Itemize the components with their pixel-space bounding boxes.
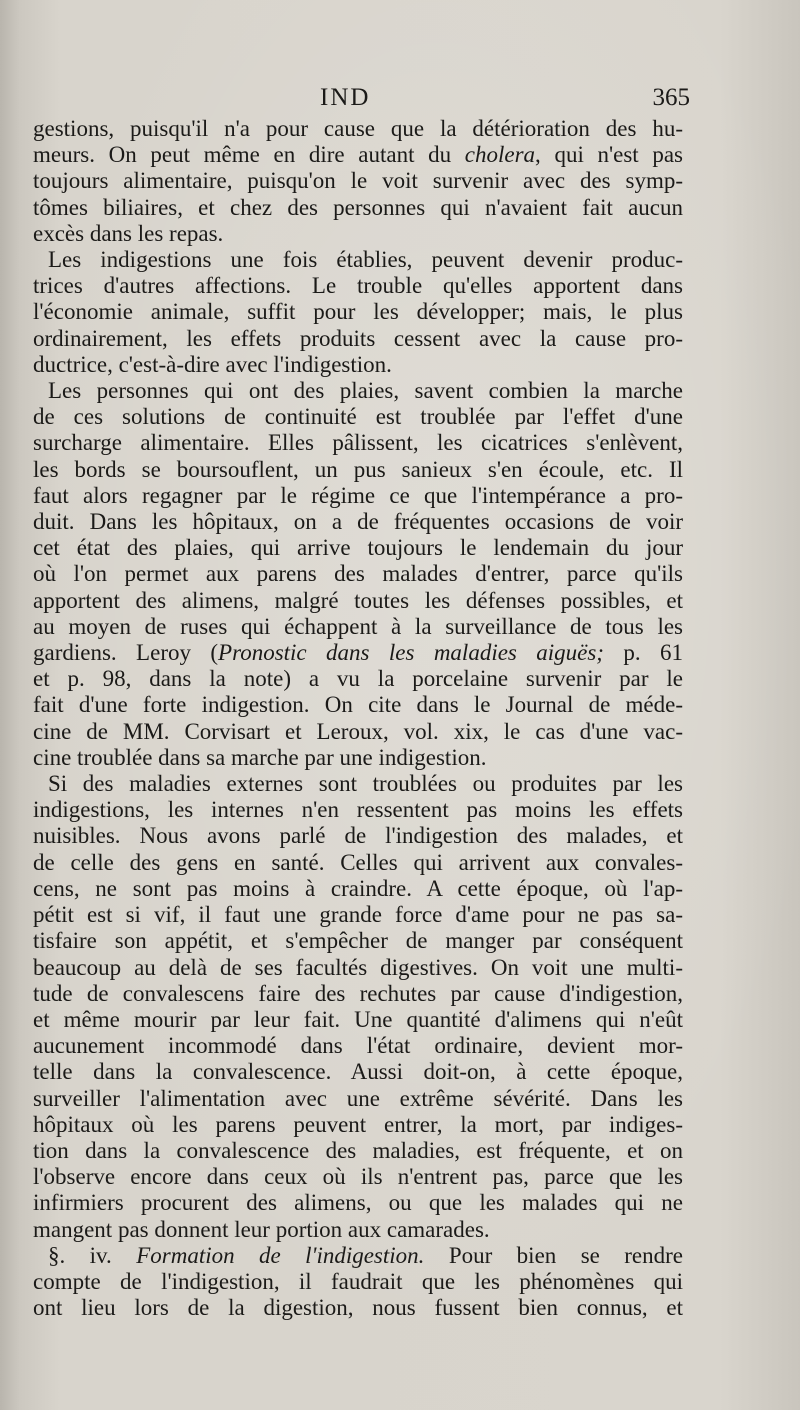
text-line bbox=[33, 116, 683, 142]
text-line bbox=[33, 928, 683, 954]
line-text: duit. Dans les hôpitaux, on a de fréquentes occasions de voir bbox=[33, 509, 683, 535]
line-text: l'observe encore dans ceux où ils n'entrent pas, parce que les bbox=[33, 1164, 683, 1190]
text-line bbox=[33, 1164, 683, 1190]
line-text: aucunement incommodé dans l'état ordinaire, devient mor- bbox=[33, 1033, 683, 1059]
text-line bbox=[33, 1138, 683, 1164]
text-line bbox=[33, 326, 683, 352]
line-text: Les indigestions une fois établies, peuvent devenir produc- bbox=[48, 247, 683, 273]
line-text: telle dans la convalescence. Aussi doit-on, à cette époque, bbox=[33, 1059, 683, 1085]
line-text: hôpitaux où les parens peuvent entrer, la mort, par indiges- bbox=[33, 1111, 683, 1137]
text-line bbox=[33, 430, 683, 456]
line-text: fait d'une forte indigestion. On cite dans le Journal de méde- bbox=[33, 692, 683, 718]
text-line bbox=[33, 1033, 683, 1059]
line-text: excès dans les repas. bbox=[33, 220, 224, 246]
text-line bbox=[33, 247, 683, 273]
line-text: cine troublée dans sa marche par une indigestion. bbox=[33, 744, 487, 770]
line-text: et même mourir par leur fait. Une quantité d'alimens qui n'eût bbox=[33, 1006, 683, 1032]
text-line bbox=[33, 1190, 683, 1216]
line-text: ont lieu lors de la digestion, nous fussent bien connus, et bbox=[33, 1295, 683, 1321]
line-text: cine de MM. Corvisart et Leroux, vol. xix, le cas d'une vac- bbox=[33, 718, 683, 744]
line-text: toujours alimentaire, puisqu'on le voit survenir avec des symp- bbox=[33, 168, 683, 194]
text-line bbox=[33, 509, 683, 535]
line-text: ordinairement, les effets produits cessent avec la cause pro- bbox=[33, 325, 683, 351]
text-line bbox=[33, 1112, 683, 1138]
line-text: tisfaire son appétit, et s'empêcher de manger par conséquent bbox=[33, 928, 683, 954]
text-line bbox=[33, 273, 683, 299]
line-text: cet état des plaies, qui arrive toujours le lendemain du jour bbox=[33, 535, 683, 561]
text-line bbox=[33, 195, 683, 221]
line-text: §. iv. bbox=[48, 1242, 137, 1268]
line-text: de celle des gens en santé. Celles qui arrivent aux convales- bbox=[33, 849, 683, 875]
text-line bbox=[33, 745, 683, 771]
text-line bbox=[33, 614, 683, 640]
line-text: apportent des alimens, malgré toutes les défenses possibles, et bbox=[33, 587, 683, 613]
line-text: au moyen de ruses qui échappent à la surveillance de tous les bbox=[33, 613, 683, 639]
text-line bbox=[33, 221, 683, 247]
line-text-continued: Pour bien se rendre bbox=[424, 1242, 683, 1268]
line-text: de ces solutions de continuité est troublée par l'effet d'une bbox=[33, 404, 683, 430]
line-text: ductrice, c'est-à-dire avec l'indigestion. bbox=[33, 351, 392, 377]
line-text: infirmiers procurent des alimens, ou que les malades qui ne bbox=[33, 1190, 683, 1216]
text-line bbox=[33, 1086, 683, 1112]
line-text: nuisibles. Nous avons parlé de l'indigestion des malades, et bbox=[33, 823, 683, 849]
line-text: tion dans la convalescence des maladies, est fréquente, et on bbox=[33, 1137, 683, 1163]
text-line bbox=[33, 483, 683, 509]
text-line bbox=[33, 588, 683, 614]
text-line bbox=[33, 823, 683, 849]
text-line bbox=[33, 168, 683, 194]
text-line bbox=[33, 457, 683, 483]
line-text: et p. 98, dans la note) a vu la porcelaine survenir par le bbox=[33, 666, 683, 692]
line-text: les bords se boursouflent, un pus sanieux s'en écoule, etc. Il bbox=[33, 456, 683, 482]
text-line bbox=[33, 142, 683, 168]
line-text: faut alors regagner par le régime ce que l'intempérance a pro- bbox=[33, 482, 683, 508]
page-header bbox=[30, 84, 690, 114]
text-line bbox=[33, 1243, 683, 1269]
body-text bbox=[33, 116, 683, 1321]
line-italic-text: Formation de l'indigestion. bbox=[136, 1242, 425, 1268]
line-text: tômes biliaires, et chez des personnes qui n'avaient fait aucun bbox=[33, 194, 683, 220]
text-line bbox=[33, 535, 683, 561]
line-text: meurs. On peut même en dire autant du bbox=[33, 142, 465, 168]
line-text: compte de l'indigestion, il faudrait que les phénomènes qui bbox=[33, 1268, 683, 1294]
line-text: trices d'autres affections. Le trouble qu'elles apportent dans bbox=[33, 273, 683, 299]
text-line bbox=[33, 378, 683, 404]
line-italic-text: cholera bbox=[464, 142, 536, 168]
line-italic-text: Pronostic dans les maladies aiguës; bbox=[218, 640, 604, 666]
line-text: beaucoup au delà de ses facultés digestives. On voit une multi- bbox=[33, 954, 683, 980]
text-line bbox=[33, 640, 683, 666]
line-text: l'économie animale, suffit pour les développer; mais, le plus bbox=[33, 299, 683, 325]
line-text: indigestions, les internes n'en ressentent pas moins les effets bbox=[33, 797, 683, 823]
text-line bbox=[33, 719, 683, 745]
text-line bbox=[33, 981, 683, 1007]
text-line bbox=[33, 352, 683, 378]
line-text: où l'on permet aux parens des malades d'entrer, parce qu'ils bbox=[33, 561, 683, 587]
text-line bbox=[33, 1295, 683, 1321]
page-number: 365 bbox=[652, 84, 690, 111]
line-text: cens, ne sont pas moins à craindre. A cette époque, où l'ap- bbox=[33, 875, 683, 901]
text-line bbox=[33, 1007, 683, 1033]
line-text: surveiller l'alimentation avec une extrême sévérité. Dans les bbox=[33, 1085, 683, 1111]
text-line bbox=[33, 692, 683, 718]
line-text: pétit est si vif, il faut une grande force d'ame pour ne pas sa- bbox=[33, 902, 683, 928]
text-line bbox=[33, 850, 683, 876]
text-line bbox=[33, 902, 683, 928]
line-text-continued: p. 61 bbox=[603, 640, 684, 666]
running-head: IND bbox=[320, 84, 371, 111]
text-line bbox=[33, 1217, 683, 1243]
text-line bbox=[33, 666, 683, 692]
line-text: gardiens. Leroy ( bbox=[33, 640, 219, 666]
text-line bbox=[33, 955, 683, 981]
text-line bbox=[33, 1059, 683, 1085]
line-text: gestions, puisqu'il n'a pour cause que la détérioration des hu- bbox=[33, 116, 683, 141]
line-text: Si des maladies externes sont troublées ou produites par les bbox=[48, 771, 683, 797]
line-text: Les personnes qui ont des plaies, savent combien la marche bbox=[48, 378, 683, 404]
text-line bbox=[33, 876, 683, 902]
text-line bbox=[33, 797, 683, 823]
text-line bbox=[33, 299, 683, 325]
text-line bbox=[33, 561, 683, 587]
line-text-continued: , qui n'est pas bbox=[535, 142, 684, 168]
line-text: surcharge alimentaire. Elles pâlissent, les cicatrices s'enlèvent, bbox=[33, 430, 683, 456]
text-line bbox=[33, 404, 683, 430]
text-line bbox=[33, 771, 683, 797]
line-text: mangent pas donnent leur portion aux camarades. bbox=[33, 1216, 490, 1242]
line-text: tude de convalescens faire des rechutes par cause d'indigestion, bbox=[33, 980, 683, 1006]
text-line bbox=[33, 1269, 683, 1295]
